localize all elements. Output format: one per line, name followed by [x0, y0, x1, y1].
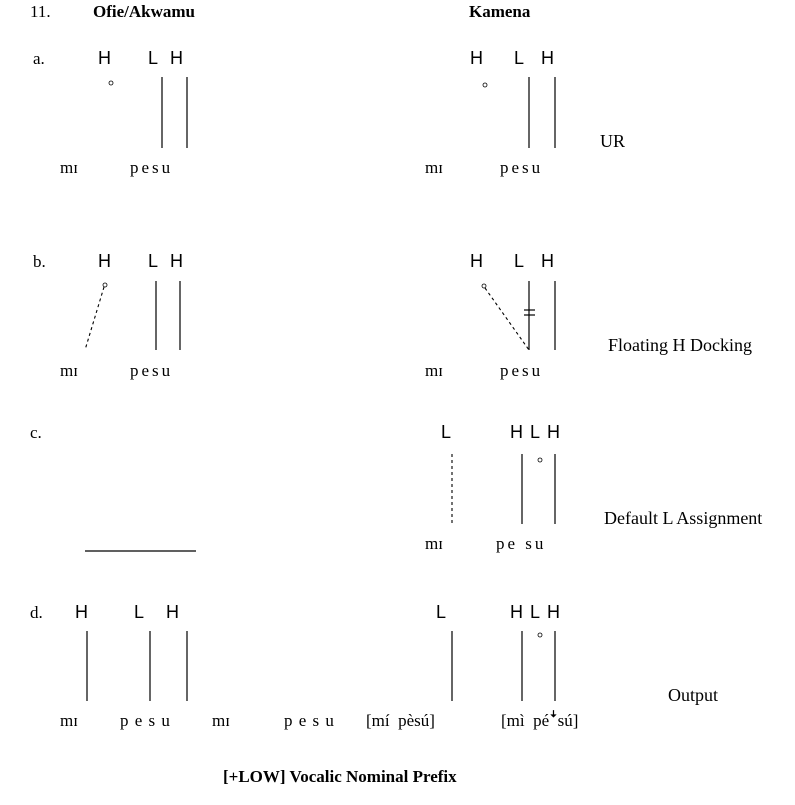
row-c-right-tone-h1: H [510, 422, 523, 442]
row-a-right-tone-h2: H [541, 48, 554, 68]
row-b-right-docking-line [485, 288, 529, 350]
row-c-right-stem: pe su [496, 534, 547, 553]
row-c-step-label: Default L Assignment [604, 508, 763, 528]
row-a-right-tone-l: L [514, 48, 525, 68]
row-b-left-float-marker [103, 283, 107, 287]
row-d-left-form1-stem: p e s u [120, 711, 171, 730]
row-b-left-stem: pesu [130, 361, 174, 380]
row-c-right-tone-l1: L [441, 422, 452, 442]
row-d-left-form2-prefix: mɪ [212, 711, 230, 730]
row-b-step-label: Floating H Docking [608, 335, 752, 355]
row-c-right-tone-h2: H [547, 422, 560, 442]
row-d-right-tone-h1: H [510, 602, 523, 622]
row-b-right-tone-l: L [514, 251, 525, 271]
row-b-left-tone-h1: H [98, 251, 111, 271]
row-d-right-tone-l2: L [530, 602, 541, 622]
row-d-right-transcription: [mì péꜜsú] [501, 711, 579, 730]
row-a-left-tone-h2: H [170, 48, 183, 68]
row-b-left-docking-line [85, 287, 104, 350]
column-heading-ofie-akwamu: Ofie/Akwamu [93, 2, 195, 21]
row-d-left-tone-l: L [134, 602, 145, 622]
row-b-right-float-marker [482, 284, 486, 288]
row-a-left-tone-l: L [148, 48, 159, 68]
row-d [30, 602, 718, 730]
row-d-left-transcription: [mí pèsú] [366, 711, 435, 730]
row-a-left-float-marker [109, 81, 113, 85]
row-d-left-tone-h2: H [166, 602, 179, 622]
row-d-left-tone-h1: H [75, 602, 88, 622]
row-a-right-float-marker [483, 83, 487, 87]
row-b-right-tone-h1: H [470, 251, 483, 271]
row-b-right-prefix: mɪ [425, 361, 443, 380]
row-a-left-prefix: mɪ [60, 158, 78, 177]
row-b-right-stem: pesu [500, 361, 544, 380]
row-d-left-form1-prefix: mɪ [60, 711, 78, 730]
row-a-label: a. [33, 49, 45, 68]
row-a-left-stem: pesu [130, 158, 174, 177]
example-number: 11. [30, 2, 51, 21]
row-a-step-label: UR [600, 131, 626, 151]
row-b-left-tone-h2: H [170, 251, 183, 271]
row-d-right-tone-h2: H [547, 602, 560, 622]
row-b-left-prefix: mɪ [60, 361, 78, 380]
row-b-left-tone-l: L [148, 251, 159, 271]
row-a-right-prefix: mɪ [425, 158, 443, 177]
row-b-right-tone-h2: H [541, 251, 554, 271]
row-a-right-stem: pesu [500, 158, 544, 177]
row-c-label: c. [30, 423, 42, 442]
row-a-right-tone-h1: H [470, 48, 483, 68]
row-c-right-prefix: mɪ [425, 534, 443, 553]
row-d-label: d. [30, 603, 43, 622]
column-heading-kamena: Kamena [469, 2, 531, 21]
row-d-left-form2-stem: p e s u [284, 711, 335, 730]
row-b [33, 251, 752, 380]
row-d-right-tone-l1: L [436, 602, 447, 622]
row-c [30, 422, 762, 553]
row-d-step-label: Output [668, 685, 719, 705]
row-d-right-float-marker [538, 633, 542, 637]
row-c-right-float-marker [538, 458, 542, 462]
figure-caption: [+LOW] Vocalic Nominal Prefix [223, 767, 457, 786]
row-a-left-tone-h1: H [98, 48, 111, 68]
row-b-label: b. [33, 252, 46, 271]
row-c-right-tone-l2: L [530, 422, 541, 442]
row-a [33, 48, 625, 177]
